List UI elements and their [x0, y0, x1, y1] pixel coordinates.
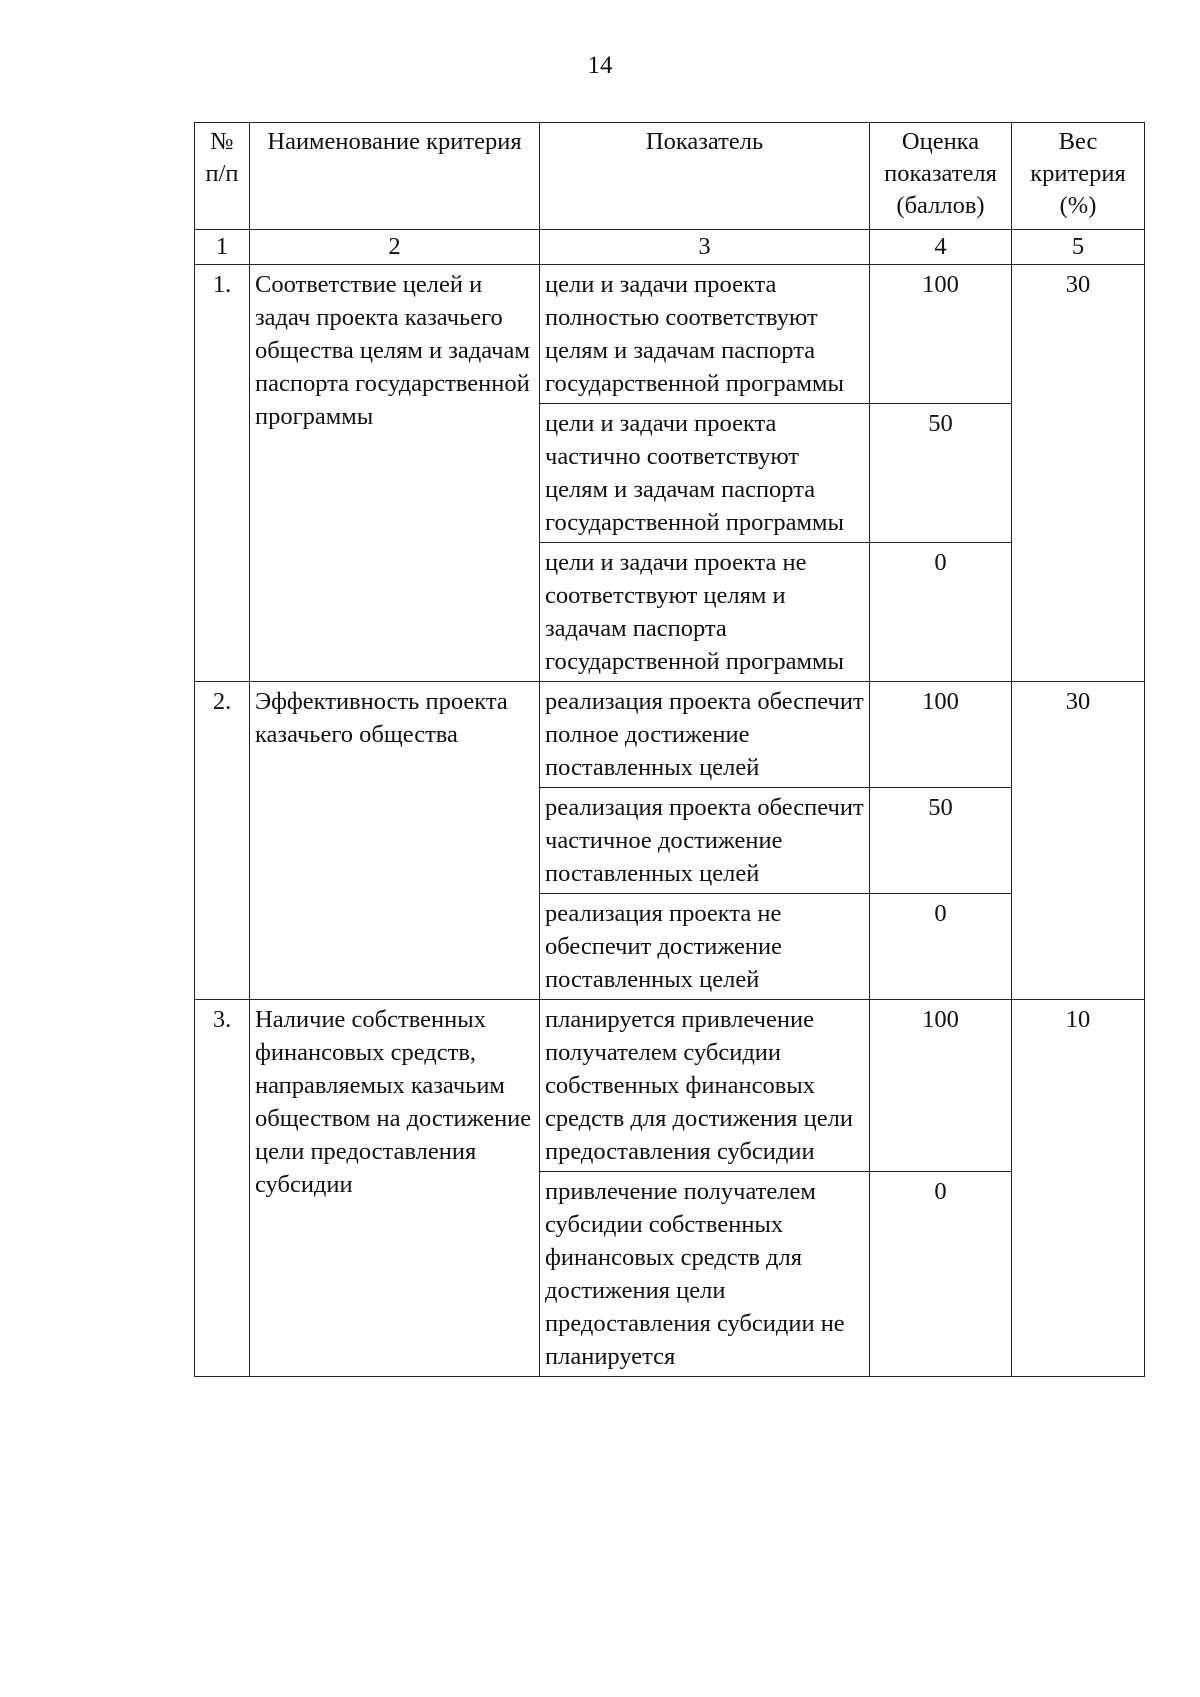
column-number: 1: [195, 230, 250, 265]
indicator-text: реализация проекта обеспечит частичное достижение поставленных целей: [540, 788, 870, 894]
criterion-weight: 30: [1012, 682, 1145, 1000]
indicator-text: цели и задачи проекта полностью соответствуют целям и задачам паспорта государственной программы: [540, 265, 870, 404]
table-row: [195, 682, 1145, 788]
indicator-text: цели и задачи проекта не соответствуют целям и задачам паспорта государственной программы: [540, 543, 870, 682]
indicator-score: 0: [870, 894, 1012, 1000]
table-row: [195, 1000, 1145, 1172]
indicator-score: 100: [870, 682, 1012, 788]
table-header-row: [195, 123, 1145, 230]
table-row: [195, 265, 1145, 404]
column-number: 4: [870, 230, 1012, 265]
criterion-number: 2.: [195, 682, 250, 1000]
indicator-score: 100: [870, 265, 1012, 404]
column-number: 5: [1012, 230, 1145, 265]
column-number: 2: [250, 230, 540, 265]
criterion-weight: 10: [1012, 1000, 1145, 1377]
column-number: 3: [540, 230, 870, 265]
header-weight: Вес критерия (%): [1012, 123, 1145, 230]
header-indicator: Показатель: [540, 123, 870, 230]
indicator-text: реализация проекта не обеспечит достижение поставленных целей: [540, 894, 870, 1000]
criterion-number: 1.: [195, 265, 250, 682]
indicator-text: реализация проекта обеспечит полное достижение поставленных целей: [540, 682, 870, 788]
criterion-name: Эффективность проекта казачьего общества: [250, 682, 540, 1000]
header-score: Оценка показателя (баллов): [870, 123, 1012, 230]
indicator-text: планируется привлечение получателем субсидии собственных финансовых средств для достижения цели предоставления субсидии: [540, 1000, 870, 1172]
criterion-name: Соответствие целей и задач проекта казачьего общества целям и задачам паспорта государственной программы: [250, 265, 540, 682]
indicator-score: 100: [870, 1000, 1012, 1172]
indicator-score: 0: [870, 1172, 1012, 1377]
indicator-score: 50: [870, 404, 1012, 543]
indicator-text: привлечение получателем субсидии собственных финансовых средств для достижения цели предоставления субсидии не планируется: [540, 1172, 870, 1377]
column-number-row: [195, 230, 1145, 265]
criterion-name: Наличие собственных финансовых средств, направляемых казачьим обществом на достижение цели предоставления субсидии: [250, 1000, 540, 1377]
indicator-score: 50: [870, 788, 1012, 894]
criteria-table: [194, 122, 1145, 1377]
page-number: 14: [587, 52, 613, 79]
indicator-score: 0: [870, 543, 1012, 682]
indicator-text: цели и задачи проекта частично соответствуют целям и задачам паспорта государственной программы: [540, 404, 870, 543]
criterion-weight: 30: [1012, 265, 1145, 682]
header-number: № п/п: [195, 123, 250, 230]
header-criterion-name: Наименование критерия: [250, 123, 540, 230]
criterion-number: 3.: [195, 1000, 250, 1377]
